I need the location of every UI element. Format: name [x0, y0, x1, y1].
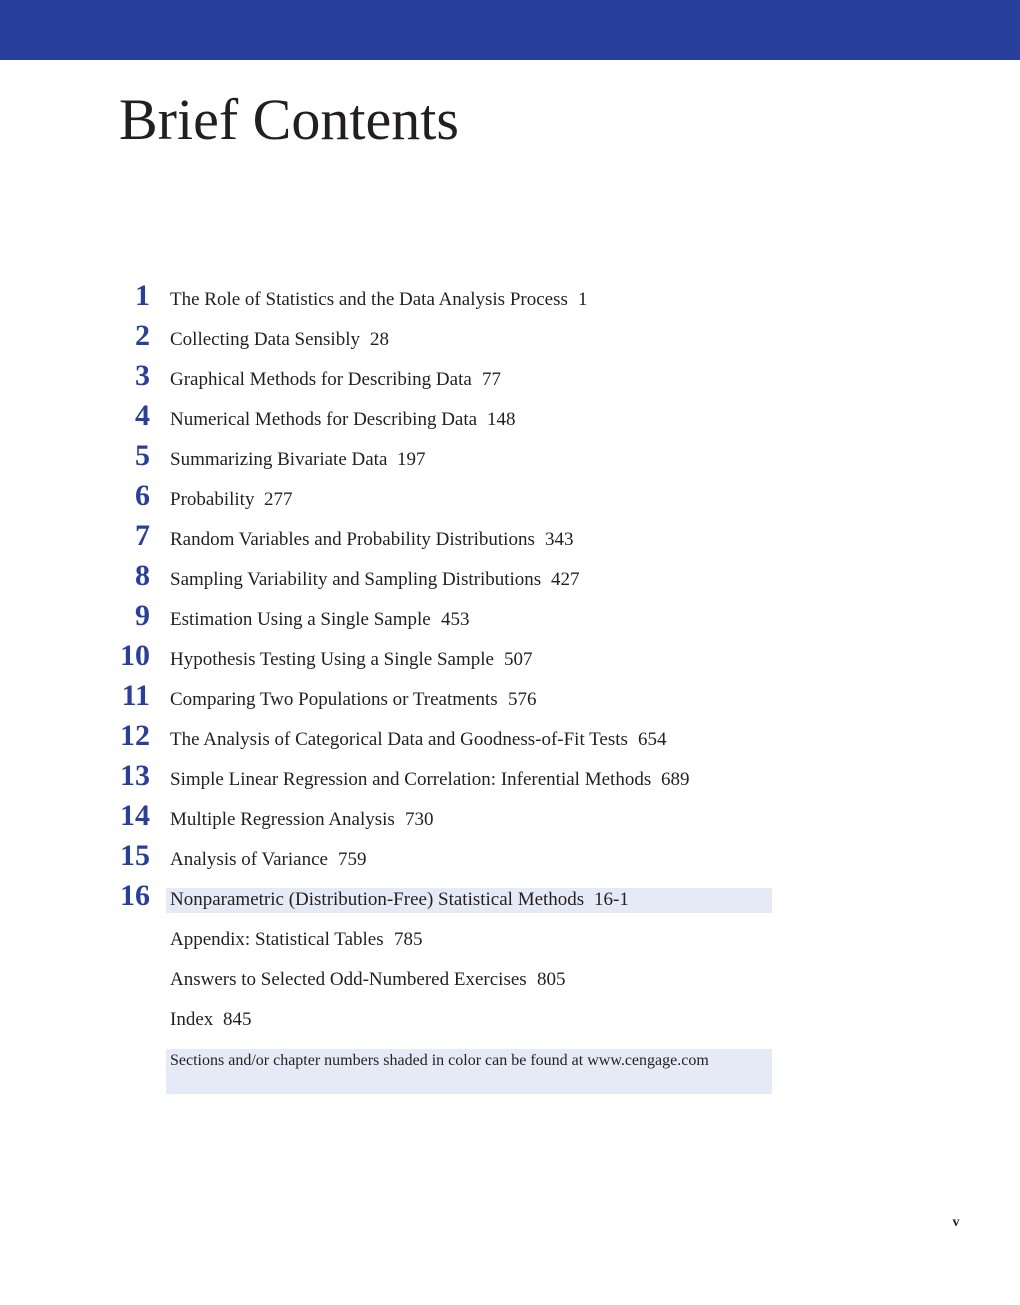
chapter-number: 6: [135, 479, 150, 512]
toc-entry[interactable]: [0, 478, 1020, 518]
chapter-number: 2: [135, 319, 150, 352]
chapter-title: The Role of Statistics and the Data Analysis Process: [170, 289, 568, 310]
page-number: 427: [551, 569, 580, 590]
chapter-number: 3: [135, 359, 150, 392]
chapter-title: Estimation Using a Single Sample: [170, 609, 431, 630]
toc-entry[interactable]: [0, 958, 1020, 998]
page-folio: v: [952, 1215, 960, 1230]
shaded-entry-box: [166, 888, 772, 913]
entry-box: [166, 968, 772, 993]
entry-box: [166, 728, 772, 753]
header-color-band: [0, 0, 1020, 60]
entry-box: [166, 288, 772, 313]
page-number: 654: [638, 729, 667, 750]
chapter-title: Summarizing Bivariate Data: [170, 449, 388, 470]
page-number: 148: [487, 409, 516, 430]
toc-entry[interactable]: [0, 358, 1020, 398]
table-of-contents: [0, 278, 1020, 1038]
entry-box: [166, 448, 772, 473]
page-number: 28: [370, 329, 389, 350]
page-number: 507: [504, 649, 533, 670]
chapter-title: Sampling Variability and Sampling Distributions: [170, 569, 542, 590]
entry-box: [166, 848, 772, 873]
toc-entry[interactable]: [0, 878, 1020, 918]
chapter-number: 8: [135, 559, 150, 592]
chapter-title: Nonparametric (Distribution-Free) Statistical Methods: [170, 889, 585, 910]
chapter-title: Probability: [170, 489, 255, 510]
entry-box: [166, 648, 772, 673]
page-number: 759: [338, 849, 367, 870]
toc-entry[interactable]: [0, 638, 1020, 678]
page-number: 453: [441, 609, 470, 630]
chapter-title: Collecting Data Sensibly: [170, 329, 360, 350]
entry-box: [166, 408, 772, 433]
toc-entry[interactable]: [0, 518, 1020, 558]
chapter-title: Appendix: Statistical Tables: [170, 929, 384, 950]
entry-box: [166, 688, 772, 713]
chapter-title: Numerical Methods for Describing Data: [170, 409, 478, 430]
toc-entry[interactable]: [0, 718, 1020, 758]
entry-box: [166, 928, 772, 953]
chapter-number: 4: [135, 399, 150, 432]
chapter-number: 7: [135, 519, 150, 552]
chapter-title: Graphical Methods for Describing Data: [170, 369, 472, 390]
page-title: Brief Contents: [119, 87, 459, 152]
entry-box: [166, 608, 772, 633]
chapter-title: Analysis of Variance: [170, 849, 328, 870]
shading-note-text: Sections and/or chapter numbers shaded in color can be found at www.cengage.com: [170, 1052, 709, 1069]
toc-entry[interactable]: [0, 838, 1020, 878]
page-number: 689: [661, 769, 690, 790]
page-number: 77: [482, 369, 501, 390]
entry-box: [166, 1008, 772, 1033]
toc-entry[interactable]: [0, 998, 1020, 1038]
chapter-number: 5: [135, 439, 150, 472]
chapter-title: The Analysis of Categorical Data and Goodness-of-Fit Tests: [170, 729, 628, 750]
toc-entry[interactable]: [0, 598, 1020, 638]
chapter-title: Index: [170, 1009, 214, 1030]
toc-entry[interactable]: [0, 278, 1020, 318]
toc-entry[interactable]: [0, 438, 1020, 478]
toc-entry[interactable]: [0, 398, 1020, 438]
toc-entry[interactable]: [0, 798, 1020, 838]
page-number: 845: [223, 1009, 252, 1030]
shading-note: [166, 1049, 772, 1094]
chapter-title: Random Variables and Probability Distributions: [170, 529, 535, 550]
page-number: 1: [578, 289, 588, 310]
entry-box: [166, 808, 772, 833]
page-number: 343: [545, 529, 574, 550]
toc-entry[interactable]: [0, 558, 1020, 598]
chapter-number: 12: [120, 719, 150, 752]
chapter-number: 9: [135, 599, 150, 632]
chapter-number: 14: [120, 799, 150, 832]
chapter-number: 15: [120, 839, 150, 872]
chapter-title: Multiple Regression Analysis: [170, 809, 395, 830]
toc-entry[interactable]: [0, 918, 1020, 958]
page-number: 197: [397, 449, 426, 470]
chapter-number: 16: [120, 879, 150, 912]
page-number: 785: [394, 929, 423, 950]
chapter-title: Comparing Two Populations or Treatments: [170, 689, 498, 710]
chapter-number: 13: [120, 759, 150, 792]
page-number: 277: [264, 489, 293, 510]
chapter-title: Simple Linear Regression and Correlation: Inferential Methods: [170, 769, 652, 790]
entry-box: [166, 768, 772, 793]
toc-entry[interactable]: [0, 678, 1020, 718]
entry-box: [166, 488, 772, 513]
entry-box: [166, 568, 772, 593]
page-number: 576: [508, 689, 537, 710]
chapter-number: 10: [120, 639, 150, 672]
chapter-title: Answers to Selected Odd-Numbered Exercises: [170, 969, 527, 990]
entry-box: [166, 368, 772, 393]
toc-entry[interactable]: [0, 318, 1020, 358]
entry-box: [166, 328, 772, 353]
chapter-number: 11: [121, 679, 150, 712]
entry-box: [166, 528, 772, 553]
chapter-title: Hypothesis Testing Using a Single Sample: [170, 649, 494, 670]
toc-entry[interactable]: [0, 758, 1020, 798]
page-number: 16-1: [594, 889, 629, 910]
page-number: 805: [537, 969, 566, 990]
page-number: 730: [405, 809, 434, 830]
chapter-number: 1: [135, 279, 150, 312]
